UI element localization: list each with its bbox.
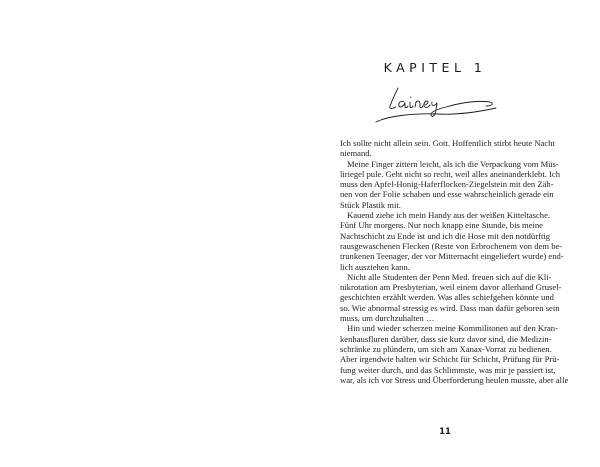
- text-line: liriegel pule. Geht nicht so recht, weil alles aneinanderklebt. Ich: [340, 168, 561, 179]
- text-line: schränke zu plündern, um sich am Xanax-Vorrat zu bedienen.: [340, 343, 552, 354]
- text-line: nen von der Folie schaben und esse wahrscheinlich gerade ein: [340, 189, 554, 200]
- text-line: Stück Plastik mit.: [340, 199, 401, 210]
- text-line: war, als ich vor Stress und Überforderung heulen musste, aber alle: [340, 374, 569, 385]
- text-line: Meine Finger zittern leicht, als ich die Verpackung vom Müs-: [347, 158, 559, 169]
- text-line: geschichten erzählt werden. Was alles schiefgehen könnte und: [340, 292, 554, 303]
- page-number: 11: [439, 427, 451, 437]
- text-line: so. Wie abnormal stressig es wird. Dass man dafür geboren sein: [340, 302, 560, 313]
- chapter-body-text: [340, 138, 569, 385]
- text-line: nikrotation am Presbyterian, weil einem davor allerhand Grusel-: [340, 282, 562, 293]
- chapter-name-signature: [368, 78, 518, 128]
- text-line: Nicht alle Studenten der Penn Med. freuen sich auf die Kli-: [347, 271, 552, 282]
- text-line: Hin und wieder scherzen meine Kommilitonen auf den Kran-: [347, 323, 558, 334]
- text-line: lich ausziehen kann.: [340, 261, 410, 272]
- text-line: Nachtschicht zu Ende ist und ich die Hose mit den notdürftig: [340, 230, 551, 241]
- text-line: niemand.: [340, 148, 372, 159]
- text-line: Fünf Uhr morgens. Nur noch knapp eine Stunde, bis meine: [340, 220, 543, 231]
- signature-lainey-icon: [368, 78, 518, 128]
- text-line: kenhausfluren darüber, dass sie kurz davor sind, die Medizin-: [340, 333, 552, 344]
- chapter-heading: KAPITEL 1: [383, 60, 487, 75]
- text-line: Kauend ziehe ich mein Handy aus der weißen Kitteltasche.: [347, 210, 551, 221]
- text-line: trunkenen Teenager, der vor Mitternacht eingeliefert wurde) end-: [340, 251, 564, 262]
- text-line: Ich sollte nicht allein sein. Gott. Hoffentlich stirbt heute Nacht: [340, 138, 555, 148]
- text-line: Aber irgendwie halten wir Schicht für Schicht, Prüfung für Prü-: [340, 354, 560, 365]
- text-line: muss den Apfel-Honig-Haferflocken-Ziegelstein mit den Zäh-: [340, 179, 554, 190]
- text-line: fung weiter durch, und das Schlimmste, was mir je passiert ist,: [340, 364, 556, 375]
- text-line: rausgewaschenen Flecken (Reste von Erbrochenem von dem be-: [340, 240, 563, 251]
- text-line: muss, um durchzuhalten …: [340, 313, 435, 324]
